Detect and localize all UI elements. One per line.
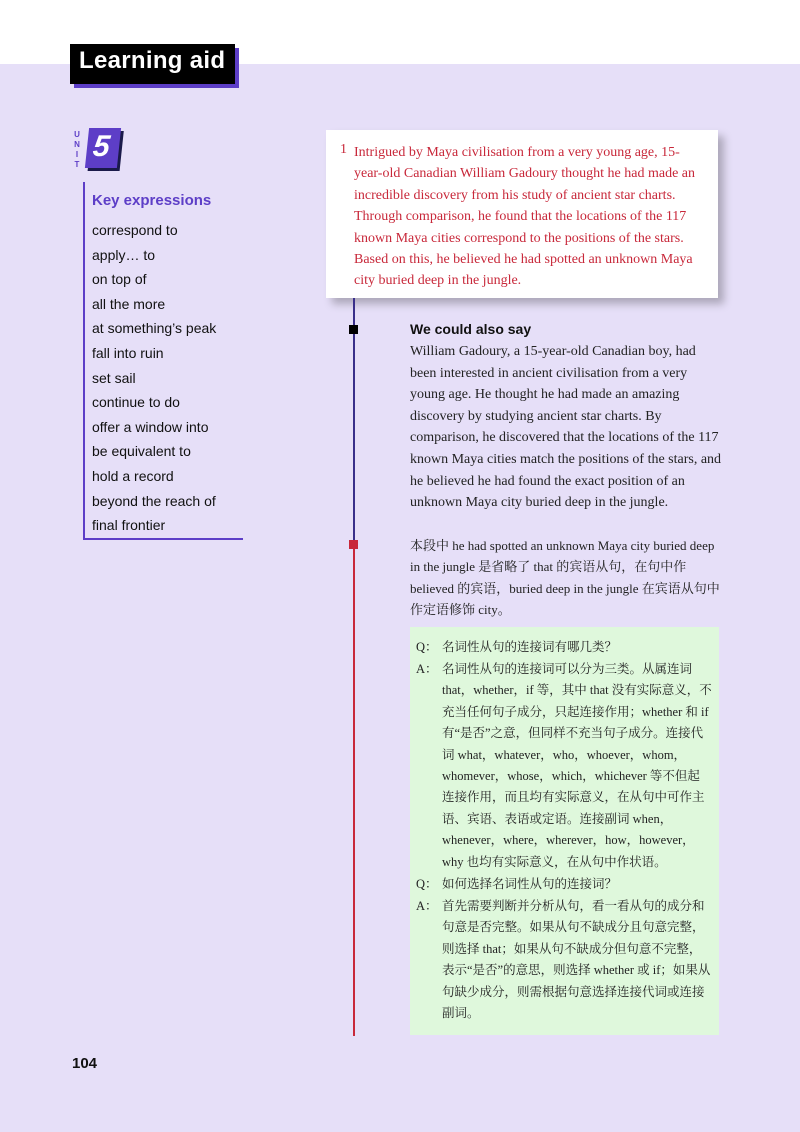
- passage-card: [326, 130, 718, 298]
- qa-label: Q：: [416, 640, 438, 654]
- qa-label: A：: [416, 899, 438, 913]
- key-expression-item: hold a record: [92, 467, 174, 484]
- qa-label: Q：: [416, 877, 438, 891]
- key-expression-item: correspond to: [92, 222, 178, 238]
- qa-box: [410, 627, 719, 1035]
- qa-text: 名词性从句的连接词有哪几类？: [442, 640, 618, 654]
- also-say-text: William Gadoury, a 15-year-old Canadian boy, had been interested in ancient civilisation from a very young age. He thought he had made an amazing discovery by studying ancient star charts. By comparison, he discovered that the locations of the 117 known Maya cities match the positions of the stars, and he believed he had found the exact position of an unknown Maya city buried deep in the jungle.: [410, 344, 722, 511]
- key-expression-item: beyond the reach of: [92, 492, 216, 509]
- key-expressions-title: Key expressions: [92, 192, 212, 209]
- key-expression-item: be equivalent to: [92, 443, 191, 460]
- section-marker-red: [349, 540, 358, 549]
- key-expression-item: apply… to: [92, 246, 156, 263]
- timeline-divider-bottom: [353, 542, 355, 1036]
- qa-label: A：: [416, 662, 438, 676]
- timeline-divider-top: [353, 298, 355, 542]
- key-expression-item: offer a window into: [92, 418, 209, 435]
- also-say-title: We could also say: [410, 321, 532, 337]
- grammar-note: 本段中 he had spotted an unknown Maya city buried deep in the jungle 是省略了 that 的宾语从句，在句中作 believed 的宾语，buried deep in the jungle 在宾语从句中作定语修饰 city。: [410, 538, 720, 618]
- key-expression-item: set sail: [92, 369, 136, 386]
- key-expression-item: final frontier: [92, 517, 166, 534]
- key-expressions-panel: [83, 182, 243, 540]
- key-expression-item: on top of: [92, 271, 147, 288]
- key-expression-item: all the more: [92, 295, 166, 312]
- unit-badge: [85, 128, 121, 168]
- passage-number: 1: [340, 142, 347, 157]
- page-number: 104: [72, 1055, 98, 1072]
- qa-text: 首先需要判断并分析从句，看一看从句的成分和句意是否完整。如果从句不缺成分且句意完整，则选择 that；如果从句不缺成分但句意不完整，表示“是否”的意思，则选择 whether 或 if；如果从句缺少成分，则需根据句意选择连接代词或连接副词。: [442, 899, 711, 1021]
- qa-text: 名词性从句的连接词可以分为三类。从属连词 that，whether，if 等，其中 that 没有实际意义，不充当任何句子成分，只起连接作用；whether 和 if 有“是否”之意，但同样不充当句子成分。连接代词 what，whatever，who，whoever，whom，whomever，whose，which，whichever 等不但起连接作用，而且均有实际意义，在从句中可作主语、宾语、表语或定语。连接副词 when，whenever，where，wherever，how，however，why 也均有实际意义，在从句中作状语。: [442, 662, 712, 869]
- section-title: Learning aid: [79, 47, 226, 74]
- section-header-tab: [70, 44, 235, 84]
- unit-number: 5: [91, 130, 112, 163]
- passage-text: Intrigued by Maya civilisation from a very young age, 15-year-old Canadian William Gadoury thought he had made an incredible discovery from his study of ancient star charts. Through comparison, he found that the locations of the 117 known Maya cities correspond to the positions of the stars. Based on this, he believed he had spotted an unknown Maya city buried deep in the jungle.: [354, 145, 696, 289]
- section-marker-black: [349, 325, 358, 334]
- key-expressions-list: [92, 218, 216, 538]
- qa-text: 如何选择名词性从句的连接词？: [442, 877, 618, 891]
- key-expression-item: fall into ruin: [92, 344, 164, 361]
- key-expression-item: continue to do: [92, 394, 180, 411]
- key-expression-item: at something’s peak: [92, 320, 217, 337]
- unit-label: U N I T: [74, 130, 80, 169]
